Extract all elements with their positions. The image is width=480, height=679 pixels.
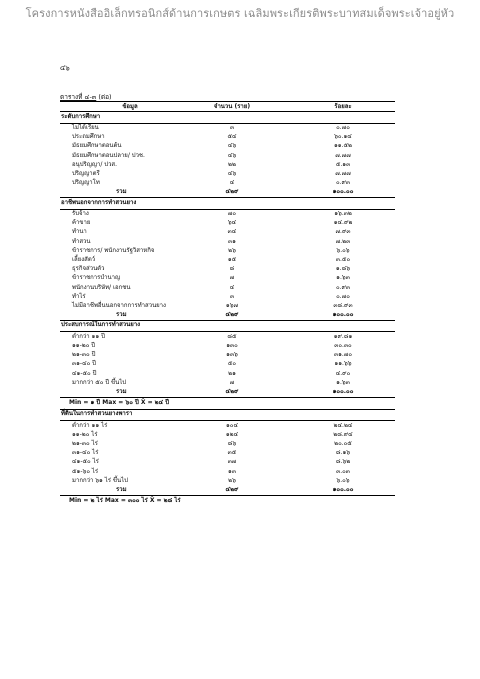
- row-percent: ๓๐.๓๐: [334, 342, 352, 350]
- row-percent: ๐.๙๓: [335, 283, 351, 291]
- row-percent: ๑๑.๕๒: [333, 142, 353, 150]
- table-row: [60, 301, 395, 310]
- table-row: [60, 124, 395, 133]
- row-label: ปริญญาตรี: [72, 170, 100, 178]
- row-percent: ๗.๒๓: [335, 237, 351, 245]
- total-percent: ๑๐๐.๐๐: [332, 485, 354, 493]
- row-count: ๓๗: [227, 458, 237, 466]
- row-label: ๓๑-๔๐ ไร่: [72, 449, 99, 457]
- row-count: ๘: [229, 265, 235, 273]
- section-header-row: [60, 321, 395, 333]
- row-count: ๔๖: [227, 151, 237, 159]
- total-count: ๔๒๙: [225, 311, 239, 319]
- table-row: [60, 430, 395, 439]
- row-count: ๑๐๔: [225, 421, 238, 429]
- row-count: ๗: [229, 274, 235, 282]
- table-row: [60, 228, 395, 237]
- total-percent: ๑๐๐.๐๐: [332, 188, 354, 196]
- table-row: [60, 133, 395, 142]
- table-row: [60, 160, 395, 169]
- row-percent: ๑.๖๓: [336, 274, 350, 282]
- row-label: มัธยมศึกษาตอนต้น: [72, 142, 122, 150]
- row-count: ๘๕: [227, 332, 237, 340]
- total-count: ๔๒๙: [225, 387, 239, 395]
- row-percent: ๗.๗๗: [335, 170, 351, 178]
- row-label: ๑๑-๒๐ ปี: [72, 342, 96, 350]
- table-header-row: [60, 101, 395, 112]
- total-row: [60, 188, 395, 198]
- table-row: [60, 351, 395, 360]
- summary-statistics-row: [60, 398, 395, 410]
- running-header: โครงการหนังสืออิเล็กทรอนิกส์ด้านการเกษตร เฉลิมพระเกียรติพระบาทสมเด็จพระเจ้าอยู่หัว: [25, 7, 455, 20]
- row-percent: ๑๖.๓๒: [334, 210, 352, 218]
- data-table: [60, 101, 395, 507]
- table-row: [60, 292, 395, 301]
- total-row: [60, 387, 395, 397]
- row-count: ๘๖: [227, 440, 237, 448]
- row-count: ๕๔: [227, 133, 237, 141]
- table-row: [60, 341, 395, 350]
- row-count: ๓: [229, 124, 235, 132]
- row-label: ทำสวน: [72, 237, 91, 245]
- row-percent: ๗.๙๓: [335, 228, 351, 236]
- row-percent: ๗.๗๗: [335, 151, 351, 159]
- row-count: ๔: [229, 179, 235, 187]
- row-percent: ๒๘.๙๔: [333, 430, 353, 438]
- row-label: ทำไร่: [72, 292, 86, 300]
- row-label: มากกว่า ๕๐ ปี ขึ้นไป: [72, 378, 127, 386]
- row-label: ธุรกิจส่วนตัว: [72, 265, 105, 273]
- row-percent: ๐.๗๐: [336, 292, 350, 300]
- column-header-percent: ร้อยละ: [334, 102, 352, 110]
- total-label: รวม: [116, 485, 127, 493]
- row-label: พนักงานบริษัท/ เอกชน: [72, 283, 131, 291]
- row-count: ๗๐: [227, 210, 237, 218]
- total-percent: ๑๐๐.๐๐: [332, 387, 354, 395]
- row-label: ๒๑-๓๐ ปี: [72, 351, 96, 359]
- row-count: ๔๖: [227, 142, 237, 150]
- section-header-row: [60, 410, 395, 422]
- table-row: [60, 169, 395, 178]
- table-row: [60, 421, 395, 430]
- row-percent: ๖๐.๑๔: [334, 133, 352, 141]
- row-percent: ๘.๑๖: [335, 449, 351, 457]
- column-header-count: จำนวน (ราย): [213, 102, 251, 110]
- row-count: ๒๖: [228, 246, 236, 254]
- total-count: ๔๒๙: [225, 485, 239, 493]
- row-label: ๔๑-๕๐ ไร่: [72, 458, 99, 466]
- row-label: ข้าราชการบำนาญ: [72, 274, 121, 282]
- row-label: มัธยมศึกษาตอนปลาย/ ปวช.: [72, 151, 145, 159]
- row-label: ๔๑-๕๐ ปี: [72, 369, 97, 377]
- table-row: [60, 332, 395, 341]
- row-count: ๓๕: [227, 449, 237, 457]
- table-row: [60, 265, 395, 274]
- row-count: ๓๔: [227, 228, 237, 236]
- table-row: [60, 210, 395, 219]
- row-percent: ๑๔.๙๒: [333, 219, 353, 227]
- total-label: รวม: [116, 188, 127, 196]
- row-count: ๗: [229, 378, 235, 386]
- table-row: [60, 274, 395, 283]
- page-number: ๔๖: [60, 64, 70, 72]
- table-row: [60, 151, 395, 160]
- table-row: [60, 360, 395, 369]
- row-label: ต่ำกว่า ๑๑ ปี: [72, 332, 105, 340]
- total-count: ๔๒๙: [225, 188, 239, 196]
- row-percent: ๑.๘๖: [335, 265, 351, 273]
- total-row: [60, 485, 395, 495]
- row-percent: ๒๐.๐๕: [334, 440, 352, 448]
- row-count: ๔: [229, 283, 235, 291]
- row-percent: ๓.๐๓: [336, 467, 350, 475]
- row-count: ๑๒๔: [225, 430, 239, 438]
- column-header-data: ข้อมูล: [122, 102, 138, 110]
- row-label: ข้าราชการ/ พนักงานรัฐวิสาหกิจ: [72, 246, 155, 254]
- row-count: ๕๐: [227, 360, 237, 368]
- table-row: [60, 237, 395, 246]
- section-header-row: [60, 198, 395, 210]
- row-count: ๑๕: [227, 256, 237, 264]
- row-label: ๒๑-๓๐ ไร่: [72, 440, 98, 448]
- row-percent: ๑.๖๓: [336, 378, 350, 386]
- row-percent: ๑๙.๘๑: [333, 332, 353, 340]
- table-row: [60, 458, 395, 467]
- section-title: ระดับการศึกษา: [61, 112, 101, 120]
- row-count: ๔๖: [227, 170, 237, 178]
- row-count: ๑๓๖: [226, 351, 238, 359]
- total-label: รวม: [116, 387, 127, 395]
- row-count: ๒๑: [228, 369, 236, 377]
- section-title: อาชีพนอกจากการทำสวนยาง: [61, 198, 137, 206]
- summary-statistics: Min = ๒ ไร่ Max = ๓๐๐ ไร่ X̄ = ๒๘ ไร่: [69, 496, 181, 504]
- row-label: ๕๑-๖๐ ไร่: [72, 467, 99, 475]
- row-label: ต่ำกว่า ๑๑ ไร่: [72, 421, 108, 429]
- row-count: ๒๖: [228, 476, 236, 484]
- row-percent: ๐.๙๓: [335, 179, 351, 187]
- row-percent: ๓.๕๐: [335, 256, 351, 264]
- table-row: [60, 467, 395, 476]
- table-row: [60, 449, 395, 458]
- row-count: ๑๓๐: [226, 342, 238, 350]
- row-label: ๓๑-๔๐ ปี: [72, 360, 96, 368]
- row-label: เลี้ยงสัตว์: [72, 256, 96, 264]
- row-label: ไม่ได้เรียน: [72, 124, 99, 132]
- table-row: [60, 246, 395, 255]
- table-row: [60, 179, 395, 188]
- row-percent: ๕.๑๓: [335, 160, 351, 168]
- section-header-row: [60, 112, 395, 124]
- summary-statistics-row: [60, 496, 395, 507]
- table-row: [60, 369, 395, 378]
- row-percent: ๓๘.๙๓: [333, 301, 353, 309]
- table-row: [60, 283, 395, 292]
- table-caption-suffix: (ต่อ): [96, 93, 112, 101]
- row-count: ๑๖๗: [225, 301, 239, 309]
- total-label: รวม: [116, 311, 127, 319]
- table-row: [60, 255, 395, 264]
- table-row: [60, 439, 395, 448]
- summary-statistics: Min = ๑ ปี Max = ๖๐ ปี X̄ = ๒๔ ปี: [69, 398, 170, 406]
- table-row: [60, 476, 395, 485]
- row-percent: ๐.๗๐: [336, 124, 350, 132]
- row-percent: ๔.๙๐: [335, 369, 351, 377]
- row-percent: ๓๑.๗๐: [334, 351, 352, 359]
- row-count: ๖๔: [227, 219, 237, 227]
- row-label: ประถมศึกษา: [72, 133, 105, 141]
- row-count: ๒๒: [228, 160, 236, 168]
- row-label: ๑๑-๒๐ ไร่: [72, 430, 98, 438]
- section-title: ที่ดินในการทำสวนยางพารา: [61, 410, 133, 418]
- row-count: ๓๑: [228, 237, 236, 245]
- row-label: ไม่มีอาชีพอื่นนอกจากการทำสวนยาง: [72, 301, 166, 309]
- section-title: ประสบการณ์ในการทำสวนยาง: [61, 321, 141, 329]
- row-count: ๑๓: [228, 467, 236, 475]
- row-percent: ๘.๖๒: [335, 458, 351, 466]
- row-label: รับจ้าง: [72, 210, 89, 218]
- row-percent: ๖.๐๖: [336, 246, 350, 254]
- table-row: [60, 142, 395, 151]
- row-count: ๓: [229, 292, 235, 300]
- row-label: ทำนา: [72, 228, 87, 236]
- table-caption-label: ตารางที่ ๔-๓: [60, 93, 97, 101]
- table-row: [60, 219, 395, 228]
- row-percent: ๖.๐๖: [336, 476, 350, 484]
- total-percent: ๑๐๐.๐๐: [332, 311, 354, 319]
- row-label: มากกว่า ๖๑ ไร่ ขึ้นไป: [72, 476, 128, 484]
- row-label: ปริญญาโท: [72, 179, 100, 187]
- total-row: [60, 311, 395, 321]
- row-percent: ๒๔.๒๔: [333, 421, 353, 429]
- row-percent: ๑๑.๖๖: [334, 360, 352, 368]
- row-label: อนุปริญญา/ ปวส.: [72, 160, 118, 168]
- table-row: [60, 378, 395, 387]
- row-label: ค้าขาย: [72, 219, 91, 227]
